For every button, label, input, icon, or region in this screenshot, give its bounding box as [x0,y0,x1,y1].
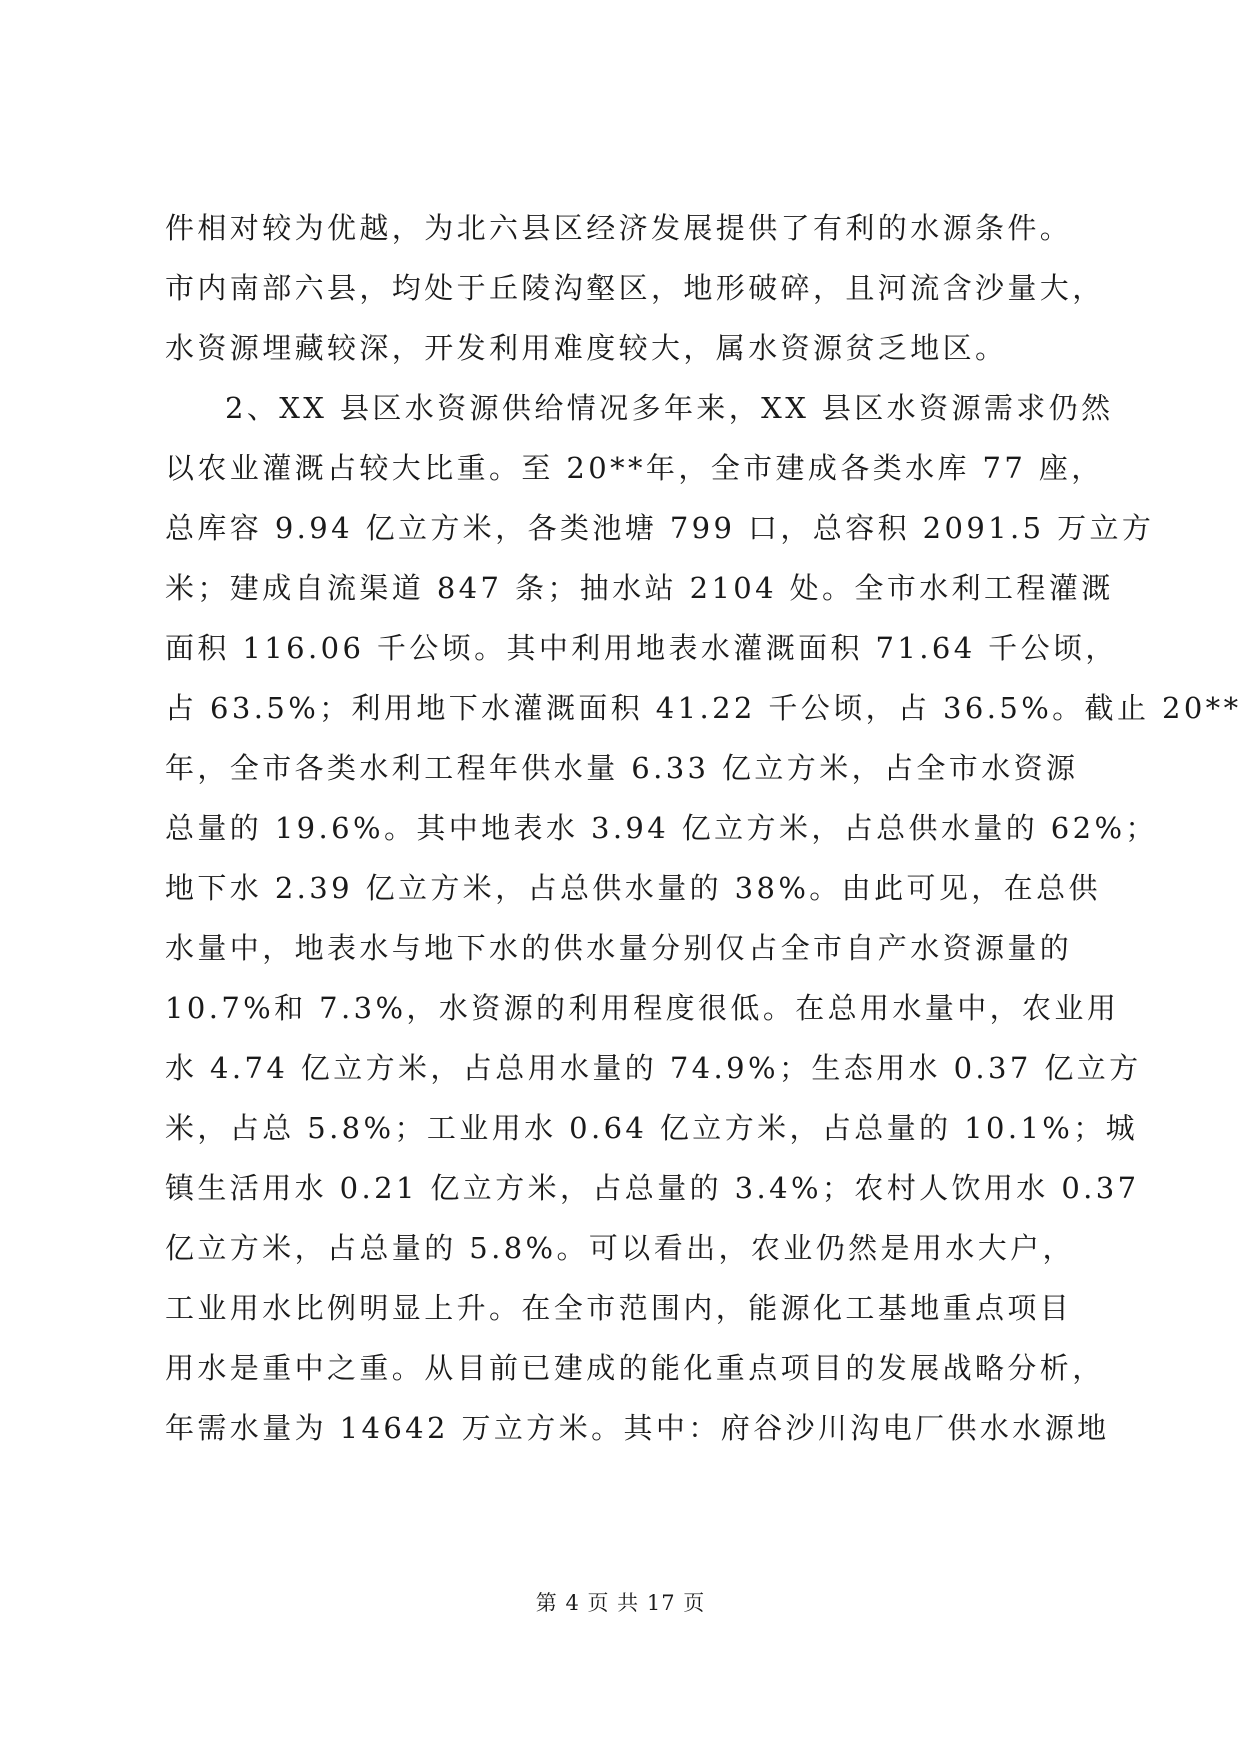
text-line: 占 63.5%；利用地下水灌溉面积 41.22 千公顷，占 36.5%。截止 20** [165,691,1241,725]
text-line: 面积 116.06 千公顷。其中利用地表水灌溉面积 71.64 千公顷， [165,631,1118,665]
text-line: 亿立方米，占总量的 5.8%。可以看出，农业仍然是用水大户， [165,1231,1075,1265]
text-line: 米；建成自流渠道 847 条；抽水站 2104 处。全市水利工程灌溉 [165,571,1114,605]
text-line: 总库容 9.94 亿立方米，各类池塘 799 口，总容积 2091.5 万立方 [165,511,1155,545]
text-line: 水资源埋藏较深，开发利用难度较大，属水资源贫乏地区。 [165,331,1008,365]
text-line: 地下水 2.39 亿立方米，占总供水量的 38%。由此可见，在总供 [165,871,1101,905]
section-heading-line: 2、XX 县区水资源供给情况多年来，XX 县区水资源需求仍然 [225,391,1114,425]
text-line: 水 4.74 亿立方米，占总用水量的 74.9%；生态用水 0.37 亿立方 [165,1051,1142,1085]
text-line: 米，占总 5.8%；工业用水 0.64 亿立方米，占总量的 10.1%；城 [165,1111,1139,1145]
text-line: 镇生活用水 0.21 亿立方米，占总量的 3.4%；农村人饮用水 0.37 [165,1171,1140,1205]
text-line: 年，全市各类水利工程年供水量 6.33 亿立方米，占全市水资源 [165,751,1079,785]
text-line: 总量的 19.6%。其中地表水 3.94 亿立方米，占总供水量的 62%； [165,811,1158,845]
text-line: 年需水量为 14642 万立方米。其中：府谷沙川沟电厂供水水源地 [165,1411,1110,1445]
body-text [165,198,1241,1458]
page-number-footer: 第 4 页 共 17 页 [535,1591,706,1615]
text-line: 以农业灌溉占较大比重。至 20**年，全市建成各类水库 77 座， [165,451,1104,485]
text-line: 用水是重中之重。从目前已建成的能化重点项目的发展战略分析， [165,1351,1105,1385]
text-line: 件相对较为优越，为北六县区经济发展提供了有利的水源条件。 [165,211,1073,245]
text-line: 工业用水比例明显上升。在全市范围内，能源化工基地重点项目 [165,1291,1073,1325]
text-line: 水量中，地表水与地下水的供水量分别仅占全市自产水资源量的 [165,931,1073,965]
text-line: 10.7%和 7.3%，水资源的利用程度很低。在总用水量中，农业用 [165,991,1120,1025]
text-line: 市内南部六县，均处于丘陵沟壑区，地形破碎，且河流含沙量大， [165,271,1105,305]
